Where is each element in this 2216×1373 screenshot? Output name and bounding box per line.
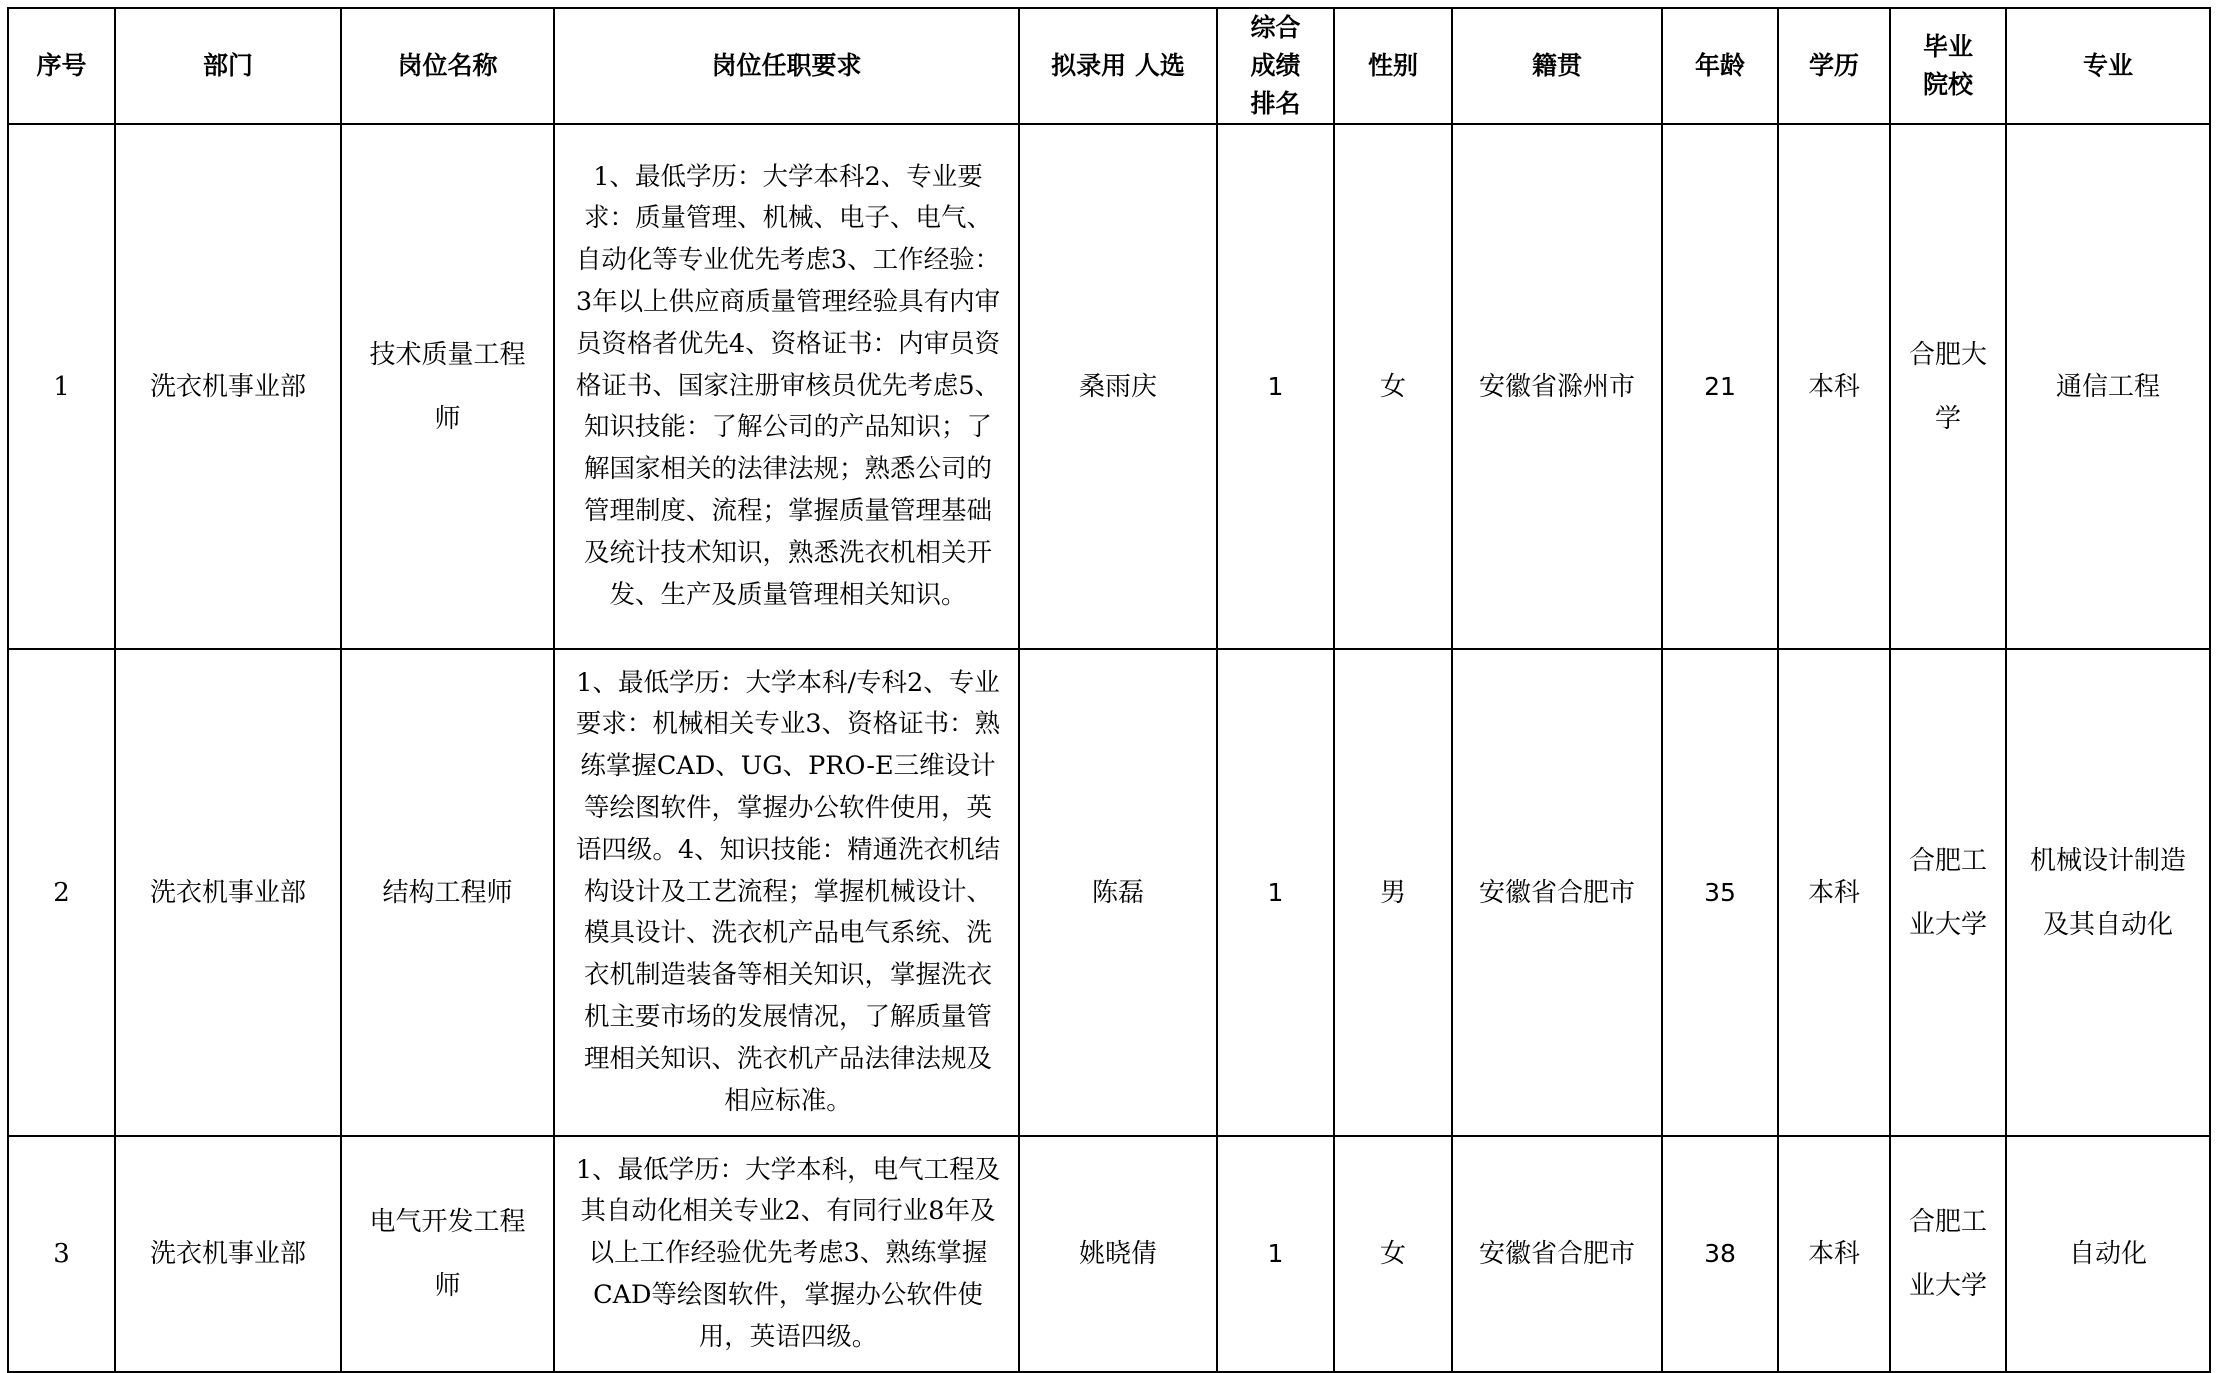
cell-school — [1890, 124, 2006, 649]
cell-hometown: 安徽省滁州市 — [1452, 124, 1662, 649]
cell-school — [1890, 1136, 2006, 1372]
header-position: 岗位名称 — [341, 8, 554, 124]
cell-gender: 男 — [1334, 649, 1452, 1136]
cell-major-text: 自动化 — [2068, 1239, 2147, 1269]
cell-position — [341, 649, 554, 1136]
cell-candidate: 陈磊 — [1019, 649, 1217, 1136]
cell-dept: 洗衣机事业部 — [115, 124, 341, 649]
header-major: 专业 — [2006, 8, 2210, 124]
header-rank — [1217, 8, 1334, 124]
cell-seq: 3 — [8, 1136, 115, 1372]
cell-education: 本科 — [1778, 1136, 1890, 1372]
cell-major — [2006, 649, 2210, 1136]
cell-gender: 女 — [1334, 124, 1452, 649]
cell-candidate: 桑雨庆 — [1019, 124, 1217, 649]
header-dept: 部门 — [115, 8, 341, 124]
cell-seq: 1 — [8, 124, 115, 649]
header-age: 年龄 — [1662, 8, 1778, 124]
header-row — [8, 8, 2210, 124]
cell-position-text: 电气开发工程师 — [369, 1207, 526, 1301]
cell-major — [2006, 124, 2210, 649]
cell-school-text: 合肥工业大学 — [1908, 845, 1987, 940]
header-education: 学历 — [1778, 8, 1890, 124]
table-row — [8, 124, 2210, 649]
cell-rank: 1 — [1217, 649, 1334, 1136]
cell-major — [2006, 1136, 2210, 1372]
cell-major-text: 通信工程 — [2055, 371, 2160, 402]
header-school — [1890, 8, 2006, 124]
cell-age: 38 — [1662, 1136, 1778, 1372]
header-requirements: 岗位任职要求 — [554, 8, 1019, 124]
header-candidate: 拟录用 人选 — [1019, 8, 1217, 124]
cell-school-text: 合肥工业大学 — [1908, 1207, 1987, 1301]
cell-education: 本科 — [1778, 649, 1890, 1136]
header-seq: 序号 — [8, 8, 115, 124]
table-row — [8, 649, 2210, 1136]
cell-requirements: 1、最低学历：大学本科/专科2、专业要求：机械相关专业3、资格证书：熟练掌握CAD、UG、PRO-E三维设计等绘图软件，掌握办公软件使用，英语四级。4、知识技能：精通洗衣机结构设计及工艺流程；掌握机械设计、模具设计、洗衣机产品电气系统、洗衣机制造装备等相关知识，掌握洗衣机主要市场的发展情况，了解质量管理相关知识、洗衣机产品法律法规及相应标准。 — [554, 649, 1019, 1136]
header-school-text: 毕业院校 — [1922, 32, 1973, 99]
cell-hometown: 安徽省合肥市 — [1452, 649, 1662, 1136]
cell-requirements: 1、最低学历：大学本科2、专业要求：质量管理、机械、电子、电气、自动化等专业优先考虑3、工作经验：3年以上供应商质量管理经验具有内审员资格者优先4、资格证书：内审员资格证书、国家注册审核员优先考虑5、知识技能：了解公司的产品知识；了解国家相关的法律法规；熟悉公司的管理制度、流程；掌握质量管理基础及统计技术知识，熟悉洗衣机相关开发、生产及质量管理相关知识。 — [554, 124, 1019, 649]
cell-requirements: 1、最低学历：大学本科，电气工程及其自动化相关专业2、有同行业8年及以上工作经验优先考虑3、熟练掌握CAD等绘图软件，掌握办公软件使用，英语四级。 — [554, 1136, 1019, 1372]
recruitment-table — [7, 7, 2211, 1373]
cell-school-text: 合肥大学 — [1908, 339, 1987, 434]
cell-position-text: 结构工程师 — [382, 877, 513, 908]
cell-hometown: 安徽省合肥市 — [1452, 1136, 1662, 1372]
cell-position — [341, 1136, 554, 1372]
cell-school — [1890, 649, 2006, 1136]
cell-candidate: 姚晓倩 — [1019, 1136, 1217, 1372]
cell-position — [341, 124, 554, 649]
cell-age: 35 — [1662, 649, 1778, 1136]
cell-dept: 洗衣机事业部 — [115, 1136, 341, 1372]
cell-education: 本科 — [1778, 124, 1890, 649]
header-rank-text: 综合成绩排名 — [1250, 13, 1301, 118]
table-row — [8, 1136, 2210, 1372]
cell-major-text: 机械设计制造及其自动化 — [2030, 845, 2187, 940]
cell-rank: 1 — [1217, 124, 1334, 649]
header-gender: 性别 — [1334, 8, 1452, 124]
cell-age: 21 — [1662, 124, 1778, 649]
cell-position-text: 技术质量工程师 — [369, 339, 526, 434]
cell-seq: 2 — [8, 649, 115, 1136]
header-hometown: 籍贯 — [1452, 8, 1662, 124]
cell-dept: 洗衣机事业部 — [115, 649, 341, 1136]
cell-rank: 1 — [1217, 1136, 1334, 1372]
cell-gender: 女 — [1334, 1136, 1452, 1372]
